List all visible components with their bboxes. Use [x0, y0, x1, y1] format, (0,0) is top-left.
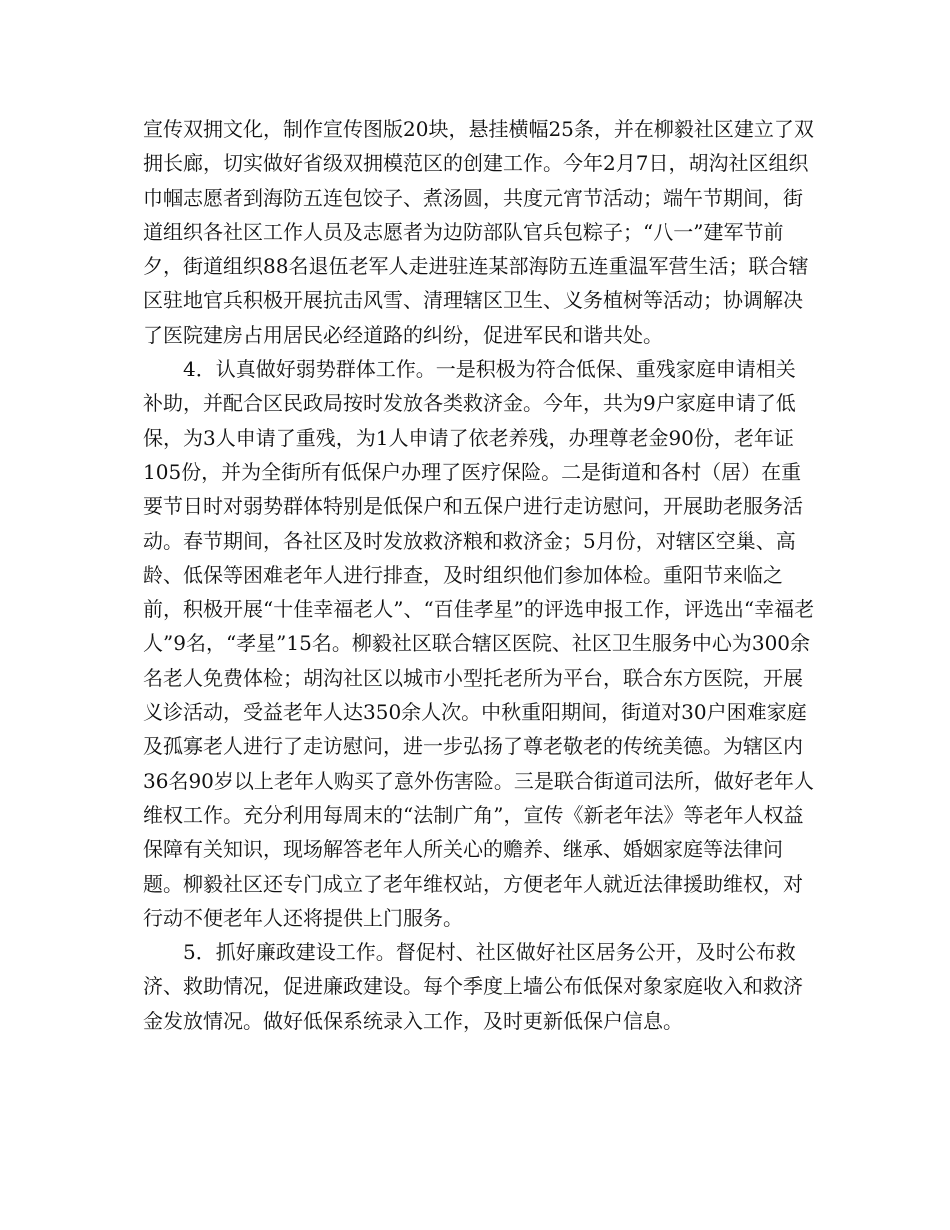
paragraph-section-5: 5．抓好廉政建设工作。督促村、社区做好社区居务公开，及时公布救济、救助情况，促进廉政建设。每个季度上墙公布低保对象家庭收入和救济金发放情况。做好低保系统录入工作，及时更新低保户信息。 — [143, 940, 803, 1033]
paragraph-section-4: 4．认真做好弱势群体工作。一是积极为符合低保、重残家庭申请相关补助，并配合区民政局按时发放各类救济金。今年，共为9户家庭申请了低保，为3人申请了重残，为1人申请了依老养残，办理尊老金90份，老年证105份，并为全街所有低保户办理了医疗保险。二是街道和各村（居）在重要节日时对弱势群体特别是低保户和五保户进行走访慰问，开展助老服务活动。春节期间，各社区及时发放救济粮和救济金；5月份，对辖区空巢、高龄、低保等困难老年人进行排查，及时组织他们参加体检。重阳节来临之前，积极开展“十佳幸福老人”、“百佳孝星”的评选申报工作，评选出“幸福老人”9名，“孝星”15名。柳毅社区联合辖区医院、社区卫生服务中心为300余名老人免费体检；胡沟社区以城市小型托老所为平台，联合东方医院，开展义诊活动，受益老年人达350余人次。中秋重阳期间，街道对30户困难家庭及孤寡老人进行了走访慰问，进一步弘扬了尊老敬老的传统美德。为辖区内36名90岁以上老年人购买了意外伤害险。三是联合街道司法所，做好老年人维权工作。充分利用每周末的“法制广角”，宣传《新老年法》等老年人权益保障有关知识，现场解答老年人所关心的赡养、继承、婚姻家庭等法律问题。柳毅社区还专门成立了老年维权站，方便老年人就近法律援助维权，对行动不便老年人还将提供上门服务。 — [143, 357, 815, 930]
paragraph-continuation: 宣传双拥文化，制作宣传图版20块，悬挂横幅25条，并在柳毅社区建立了双拥长廊，切实做好省级双拥模范区的创建工作。今年2月7日，胡沟社区组织巾帼志愿者到海防五连包饺子、煮汤圆，共度元宵节活动；端午节期间，街道组织各社区工作人员及志愿者为边防部队官兵包粽子；“八一”建军节前夕，街道组织88名退伍老军人走进驻连某部海防五连重温军营生活；联合辖区驻地官兵积极开展抗击风雪、清理辖区卫生、义务植树等活动；协调解决了医院建房占用居民必经道路的纠纷，促进军民和谐共处。 — [143, 117, 814, 347]
document-body — [143, 112, 815, 1038]
